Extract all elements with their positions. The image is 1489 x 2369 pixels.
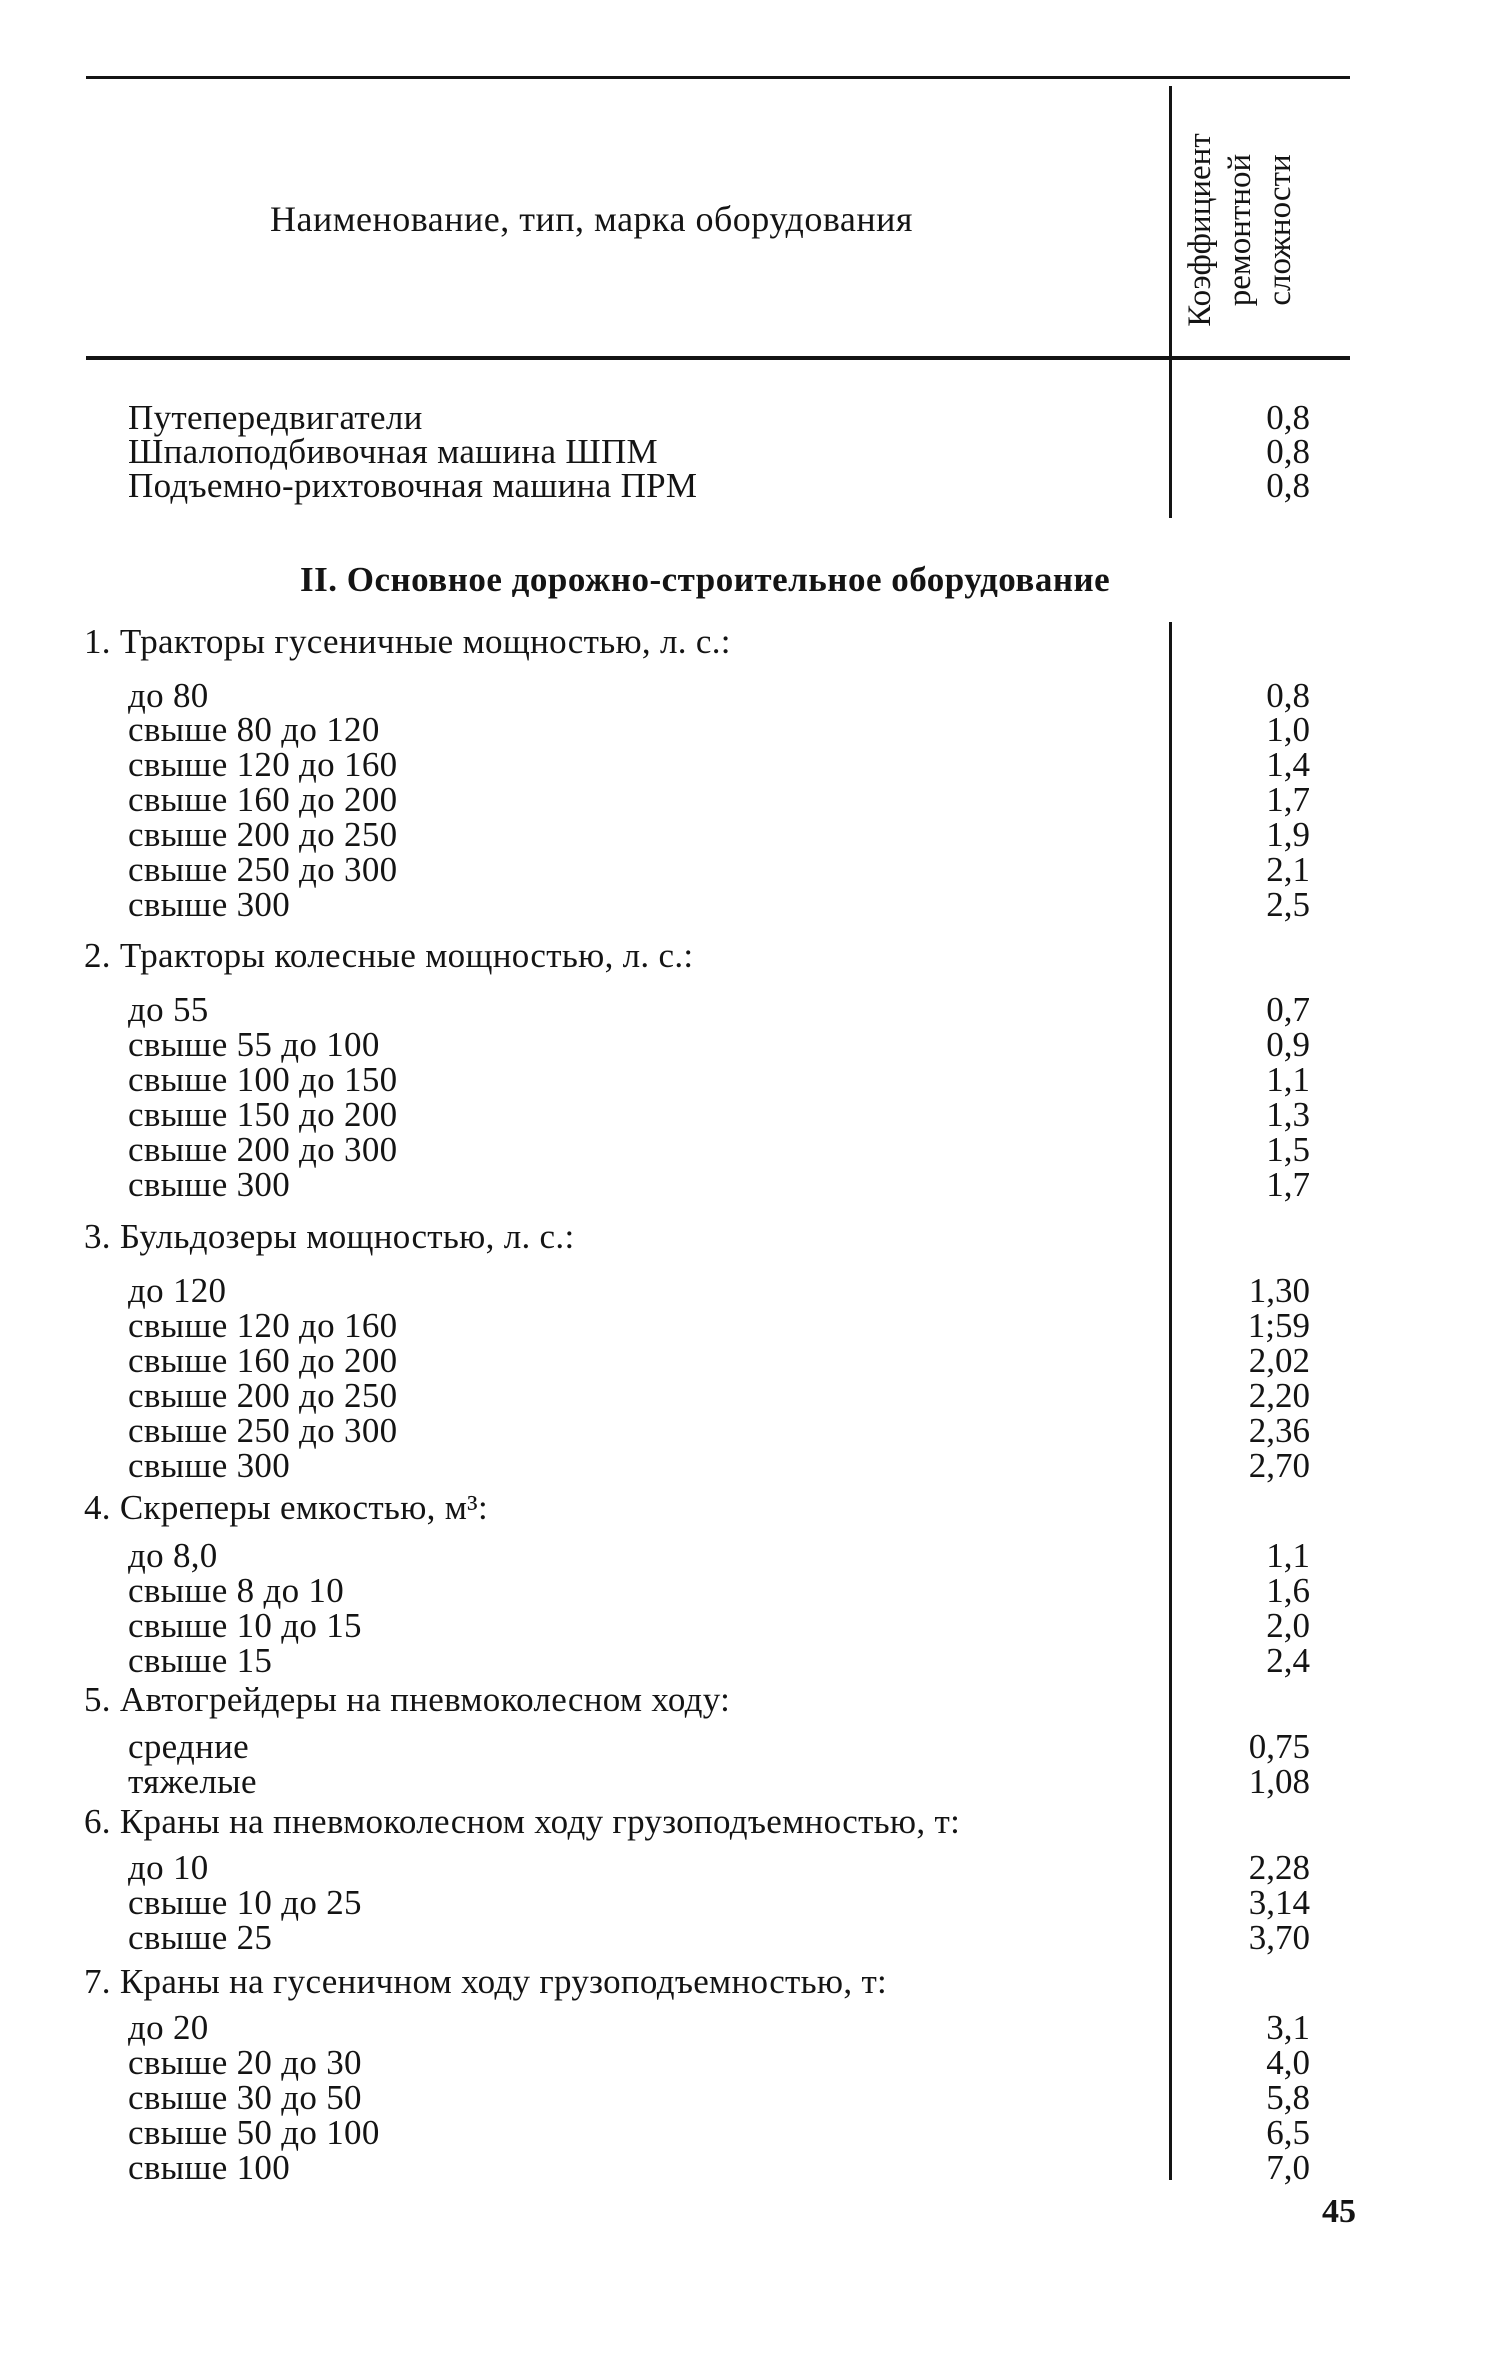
column-header-coef-line-3: сложности [1262,154,1298,306]
group-row-name: до 10 [128,1848,209,1887]
group-row-name: свыше 200 до 250 [128,1376,398,1415]
group-row-name: свыше 8 до 10 [128,1571,345,1610]
group-row-value: 7,0 [1266,2148,1310,2187]
group-row-name: свыше 15 [128,1641,273,1680]
group-row-name: свыше 160 до 200 [128,780,398,819]
group-row-value: 5,8 [1266,2078,1310,2117]
group-row-value: 1,1 [1266,1060,1310,1099]
page-number: 45 [1322,2193,1356,2230]
group-row-value: 1,4 [1266,745,1310,784]
group-title: 7. Краны на гусеничном ходу грузоподъемностью, т: [84,1962,888,2001]
group-row-value: 6,5 [1266,2113,1310,2152]
part1-row-value: 0,8 [1266,398,1310,437]
group-row-name: до 55 [128,990,209,1029]
group-title: 6. Краны на пневмоколесном ходу грузоподъемностью, т: [84,1802,961,1841]
group-row-value: 1;59 [1247,1306,1310,1345]
group-row-value: 1,08 [1248,1762,1310,1801]
group-row-name: свыше 10 до 25 [128,1883,362,1922]
group-row-value: 1,7 [1266,780,1310,819]
header-bottom-rule [86,356,1350,360]
group-row-value: 0,75 [1248,1727,1310,1766]
group-row-value: 2,4 [1266,1641,1310,1680]
group-row-name: средние [128,1727,250,1766]
group-row-value: 2,02 [1248,1341,1310,1380]
column-header-name: Наименование, тип, марка оборудования [270,199,913,239]
group-row-value: 2,36 [1248,1411,1310,1450]
group-row-name: свыше 55 до 100 [128,1025,380,1064]
group-row-name: свыше 250 до 300 [128,1411,398,1450]
group-row-value: 1,30 [1248,1271,1310,1310]
column-header-coef-line-1: Коэффициент [1182,133,1218,327]
group-row-value: 0,7 [1266,990,1310,1029]
group-row-value: 2,70 [1248,1446,1310,1485]
group-row-name: свыше 30 до 50 [128,2078,362,2117]
group-row-value: 1,9 [1266,815,1310,854]
group-row-name: до 80 [128,676,209,715]
group-row-value: 3,70 [1248,1918,1310,1957]
part1-row-value: 0,8 [1266,432,1310,471]
column-header-coefficient [1138,110,1342,350]
group-row-value: 3,1 [1266,2008,1310,2047]
group-title: 3. Бульдозеры мощностью, л. с.: [84,1217,575,1256]
group-row-name: свыше 300 [128,1446,291,1485]
group-title: 2. Тракторы колесные мощностью, л. с.: [84,936,694,975]
group-row-name: свыше 300 [128,1165,291,1204]
group-row-name: свыше 300 [128,885,291,924]
group-row-value: 1,5 [1266,1130,1310,1169]
group-row-value: 2,20 [1248,1376,1310,1415]
group-row-value: 1,1 [1266,1536,1310,1575]
group-title: 1. Тракторы гусеничные мощностью, л. с.: [84,622,731,661]
group-row-value: 1,0 [1266,710,1310,749]
group-row-name: свыше 200 до 250 [128,815,398,854]
group-row-name: свыше 120 до 160 [128,1306,398,1345]
group-row-value: 1,7 [1266,1165,1310,1204]
group-row-name: свыше 150 до 200 [128,1095,398,1134]
group-title: 4. Скреперы емкостью, м³: [84,1488,489,1527]
part1-row-name: Подъемно-рихтовочная машина ПРМ [128,466,698,505]
group-row-value: 1,3 [1266,1095,1310,1134]
group-row-name: свыше 10 до 15 [128,1606,362,1645]
group-row-value: 1,6 [1266,1571,1310,1610]
group-row-name: свыше 100 [128,2148,291,2187]
group-row-value: 2,0 [1266,1606,1310,1645]
group-row-name: свыше 100 до 150 [128,1060,398,1099]
group-row-name: до 8,0 [128,1536,218,1575]
group-row-value: 2,1 [1266,850,1310,889]
group-row-name: до 120 [128,1271,227,1310]
group-row-name: свыше 25 [128,1918,273,1957]
group-row-value: 0,9 [1266,1025,1310,1064]
header-top-rule [86,76,1350,79]
group-row-name: свыше 160 до 200 [128,1341,398,1380]
group-row-name: свыше 50 до 100 [128,2113,380,2152]
section-title: II. Основное дорожно-строительное оборудование [300,560,1111,599]
part1-row-name: Шпалоподбивочная машина ШПМ [128,432,658,471]
part1-row-name: Путепередвигатели [128,398,423,437]
group-row-value: 2,28 [1248,1848,1310,1887]
group-row-name: свыше 80 до 120 [128,710,380,749]
group-row-value: 2,5 [1266,885,1310,924]
group-row-value: 4,0 [1266,2043,1310,2082]
group-row-name: свыше 120 до 160 [128,745,398,784]
group-row-name: свыше 20 до 30 [128,2043,362,2082]
group-row-name: до 20 [128,2008,209,2047]
group-row-value: 3,14 [1248,1883,1310,1922]
group-row-value: 0,8 [1266,676,1310,715]
group-row-name: свыше 200 до 300 [128,1130,398,1169]
group-row-name: тяжелые [128,1762,257,1801]
part1-row-value: 0,8 [1266,466,1310,505]
group-title: 5. Автогрейдеры на пневмоколесном ходу: [84,1680,731,1719]
column-header-coef-line-2: ремонтной [1222,153,1258,307]
group-row-name: свыше 250 до 300 [128,850,398,889]
